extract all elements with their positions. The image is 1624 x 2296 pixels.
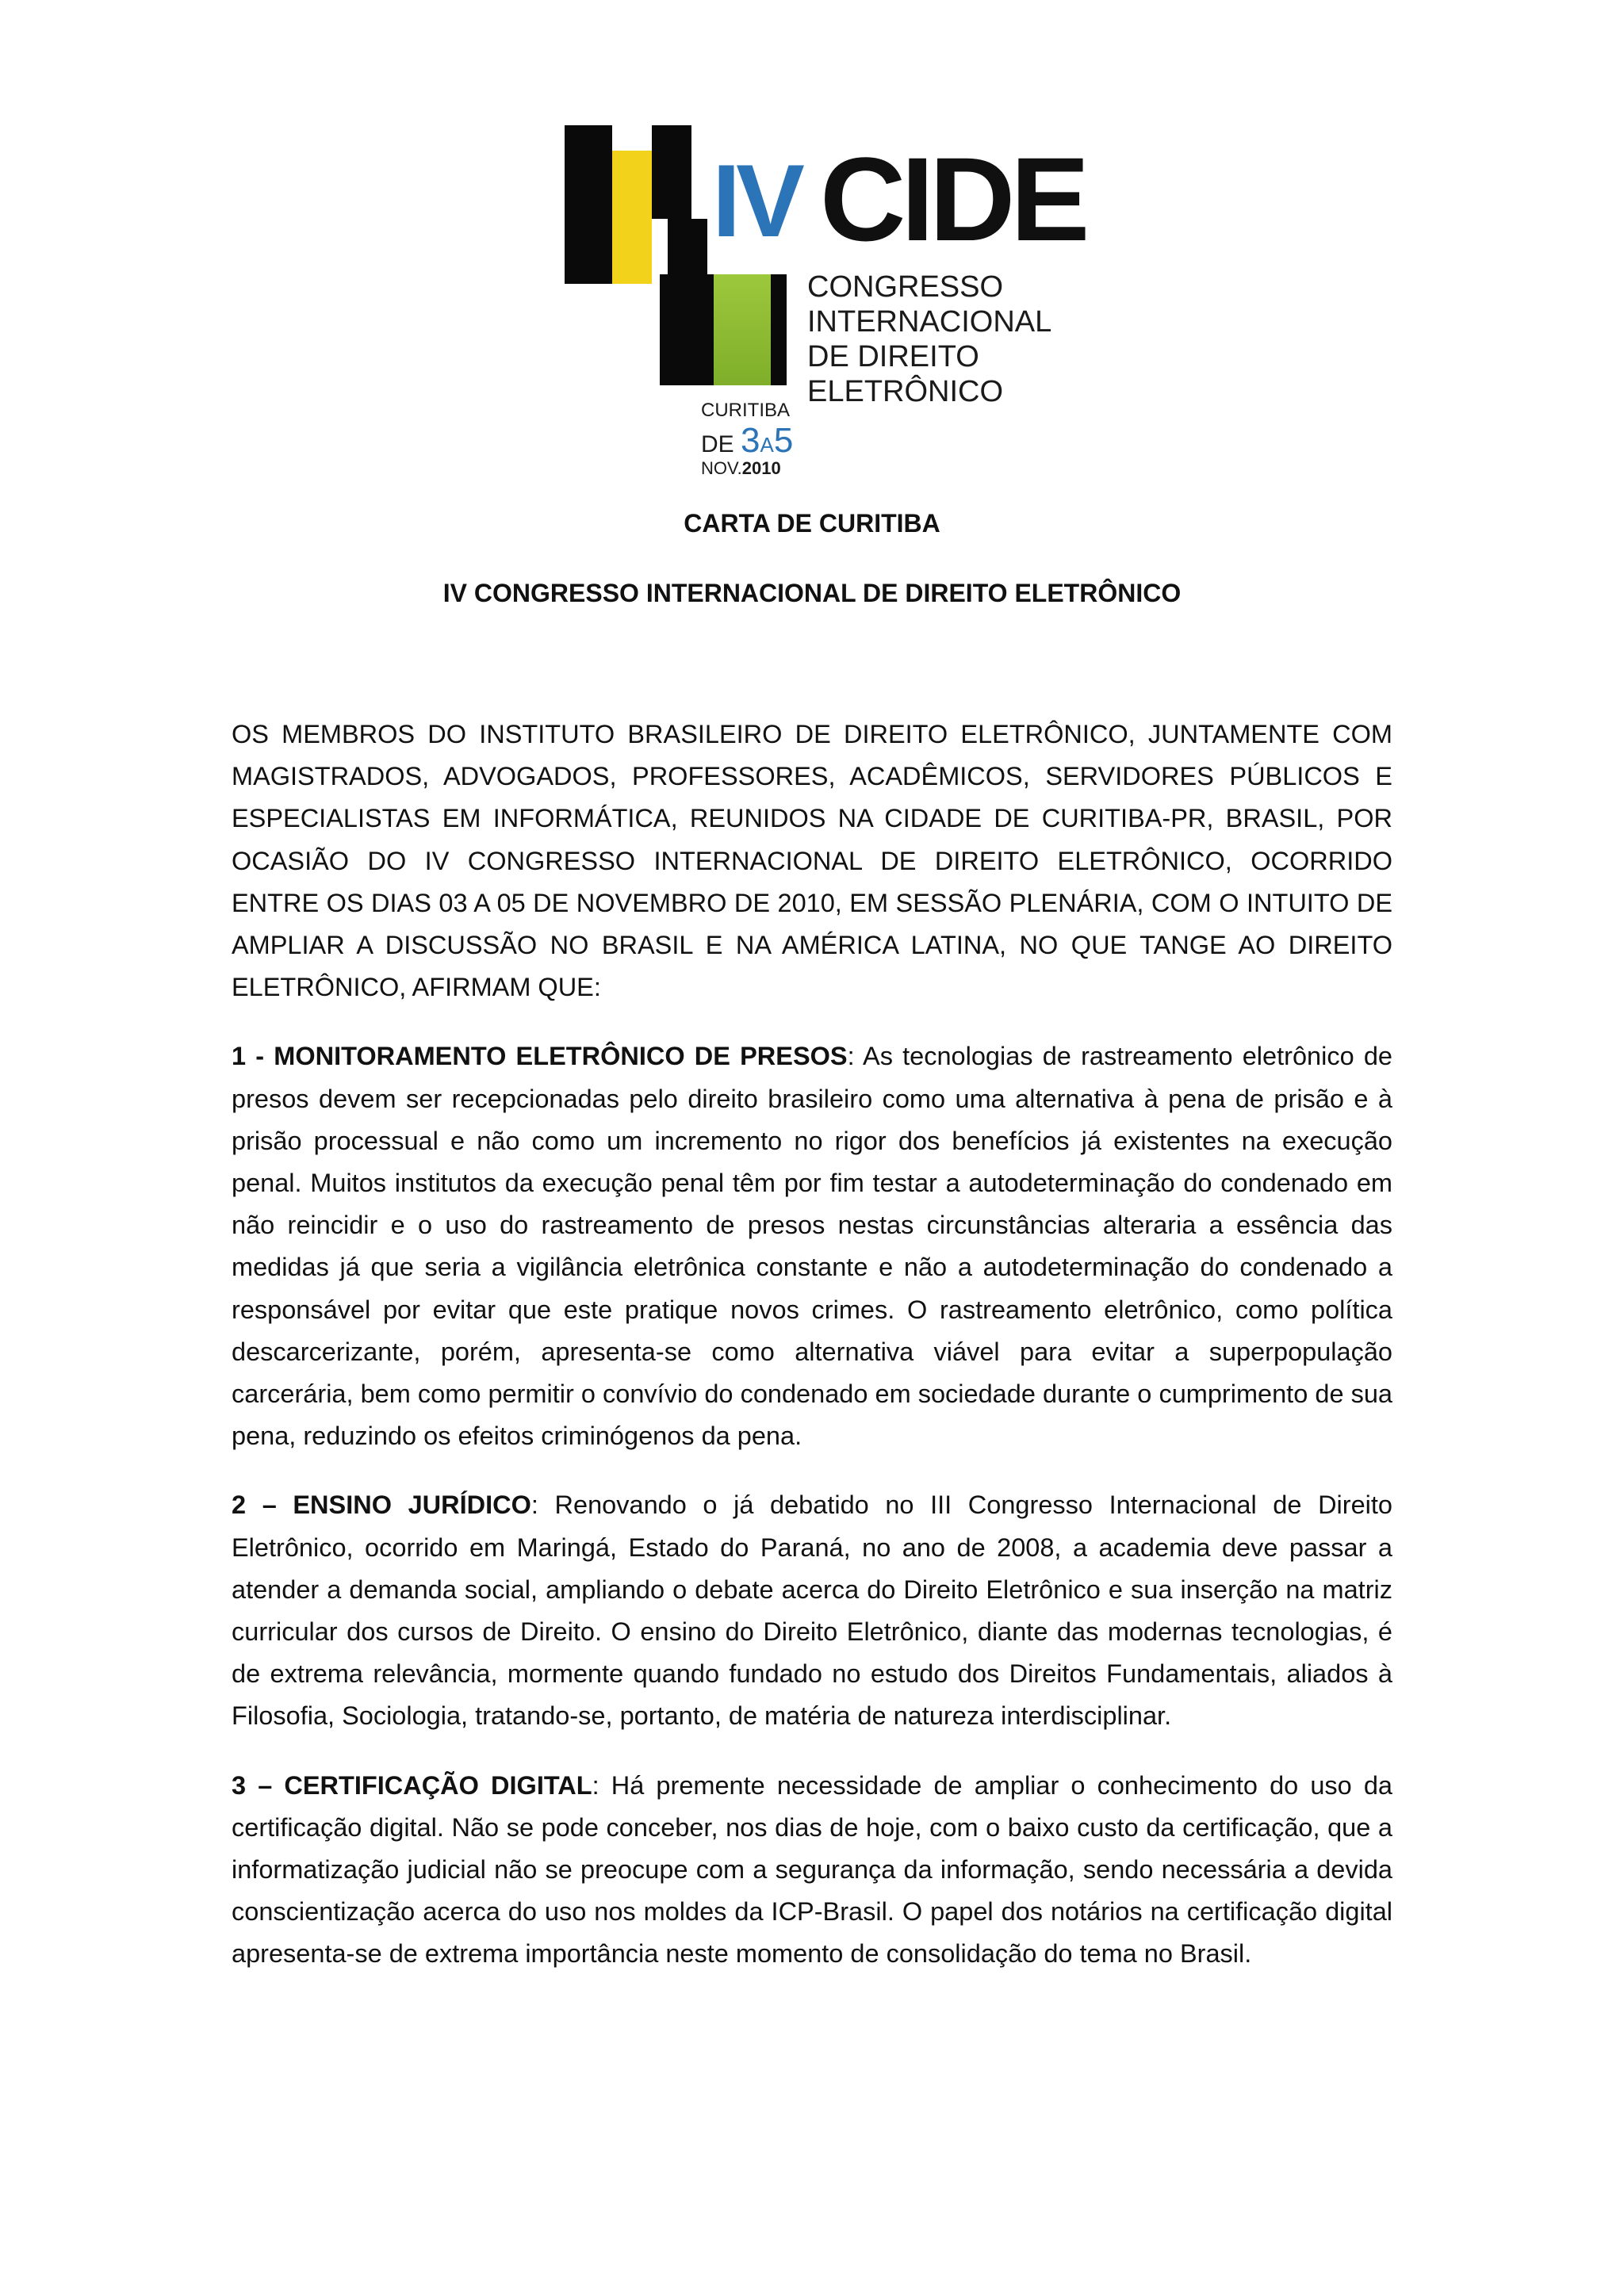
section-paragraph <box>232 1484 1392 1737</box>
document-title: CARTA DE CURITIBA <box>684 509 940 538</box>
document-subtitle: IV CONGRESSO INTERNACIONAL DE DIREITO ELETRÔNICO <box>442 579 1182 607</box>
logo-black-block <box>660 274 714 385</box>
logo-date-from: 3 <box>741 421 760 460</box>
logo-black-block <box>771 274 787 385</box>
logo-subtitle-line: INTERNACIONAL <box>807 305 1052 339</box>
logo-month-year <box>701 460 793 477</box>
section-heading: 3 – CERTIFICAÇÃO DIGITAL <box>232 1770 592 1800</box>
section-text: : Há premente necessidade de ampliar o conhecimento do uso da certificação digital. Não se pode conceber, nos dias de hoje, com o baixo custo da certificação, que a informatização judicial não se preocupe com a segurança da informação, sendo necessária a devida conscientização acerca do uso nos moldes da ICP-Brasil. O papel dos notários na certificação digital apresenta-se de extrema importância neste momento de consolidação do tema no Brasil. <box>232 1770 1393 1969</box>
section-paragraph <box>232 1765 1392 1976</box>
document-body <box>232 714 1392 2003</box>
section-heading: 2 – ENSINO JURÍDICO <box>232 1490 531 1520</box>
logo-yellow-block <box>612 151 652 284</box>
logo-date-a: A <box>760 433 774 457</box>
logo-date-range <box>701 423 793 458</box>
logo-cide-text: CIDE <box>820 132 1086 266</box>
intro-paragraph: OS MEMBROS DO INSTITUTO BRASILEIRO DE DIREITO ELETRÔNICO, JUNTAMENTE COM MAGISTRADOS, ADVOGADOS, PROFESSORES, ACADÊMICOS, SERVIDORES PÚBLICOS E ESPECIALISTAS EM INFORMÁTICA, REUNIDOS NA CIDADE DE CURITIBA-PR, BRASIL, POR OCASIÃO DO IV CONGRESSO INTERNACIONAL DE DIREITO ELETRÔNICO, OCORRIDO ENTRE OS DIAS 03 A 05 DE NOVEMBRO DE 2010, EM SESSÃO PLENÁRIA, COM O INTUITO DE AMPLIAR A DISCUSSÃO NO BRASIL E NA AMÉRICA LATINA, NO QUE TANGE AO DIREITO ELETRÔNICO, AFIRMAM QUE: <box>232 720 1392 1002</box>
section-text: : Renovando o já debatido no III Congresso Internacional de Direito Eletrônico, ocorrido em Maringá, Estado do Paraná, no ano de 2008, a academia deve passar a atender a demanda social, ampliando o debate acerca do Direito Eletrônico e sua inserção na matriz curricular dos cursos de Direito. O ensino do Direito Eletrônico, diante das modernas tecnologias, é de extrema relevância, mormente quando fundado no estudo dos Direitos Fundamentais, aliados à Filosofia, Sociologia, tratando-se, portanto, de matéria de natureza interdisciplinar. <box>232 1490 1392 1731</box>
logo-subtitle <box>807 270 1051 409</box>
section-text: : As tecnologias de rastreamento eletrônico de presos devem ser recepcionadas pelo direito brasileiro como uma alternativa à pena de prisão e à prisão processual e não como um incremento no rigor dos benefícios já existentes na execução penal. Muitos institutos da execução penal têm por fim testar a autodeterminação do condenado em não reincidir e o uso do rastreamento de presos nestas circunstâncias alteraria a essência das medidas já que seria a vigilância eletrônica constante e não a autodeterminação do condenado a responsável por evitar que este pratique novos crimes. O rastreamento eletrônico, como política descarcerizante, porém, apresenta-se como alternativa viável para evitar a superpopulação carcerária, bem como permitir o convívio do condenado em sociedade durante o cumprimento de sua pena, reduzindo os efeitos criminógenos da pena. <box>232 1042 1392 1451</box>
logo-date-to: 5 <box>773 421 794 460</box>
logo-subtitle-line: CONGRESSO <box>807 270 1004 304</box>
logo-month: NOV. <box>701 458 742 478</box>
logo-subtitle-line: ELETRÔNICO <box>807 375 1004 408</box>
logo-black-block <box>565 125 612 284</box>
logo-subtitle-line: DE DIREITO <box>807 340 979 373</box>
logo-city: CURITIBA <box>701 400 791 421</box>
section-heading: 1 - MONITORAMENTO ELETRÔNICO DE PRESOS <box>232 1042 848 1071</box>
logo-black-block <box>652 125 691 219</box>
logo-iv-text: IV <box>712 143 800 258</box>
section-paragraph <box>232 1035 1392 1457</box>
logo-year: 2010 <box>741 458 781 478</box>
cide-logo <box>565 125 1086 487</box>
logo-green-block <box>714 274 771 385</box>
logo-date <box>701 401 793 477</box>
logo-date-de: DE <box>701 431 734 457</box>
